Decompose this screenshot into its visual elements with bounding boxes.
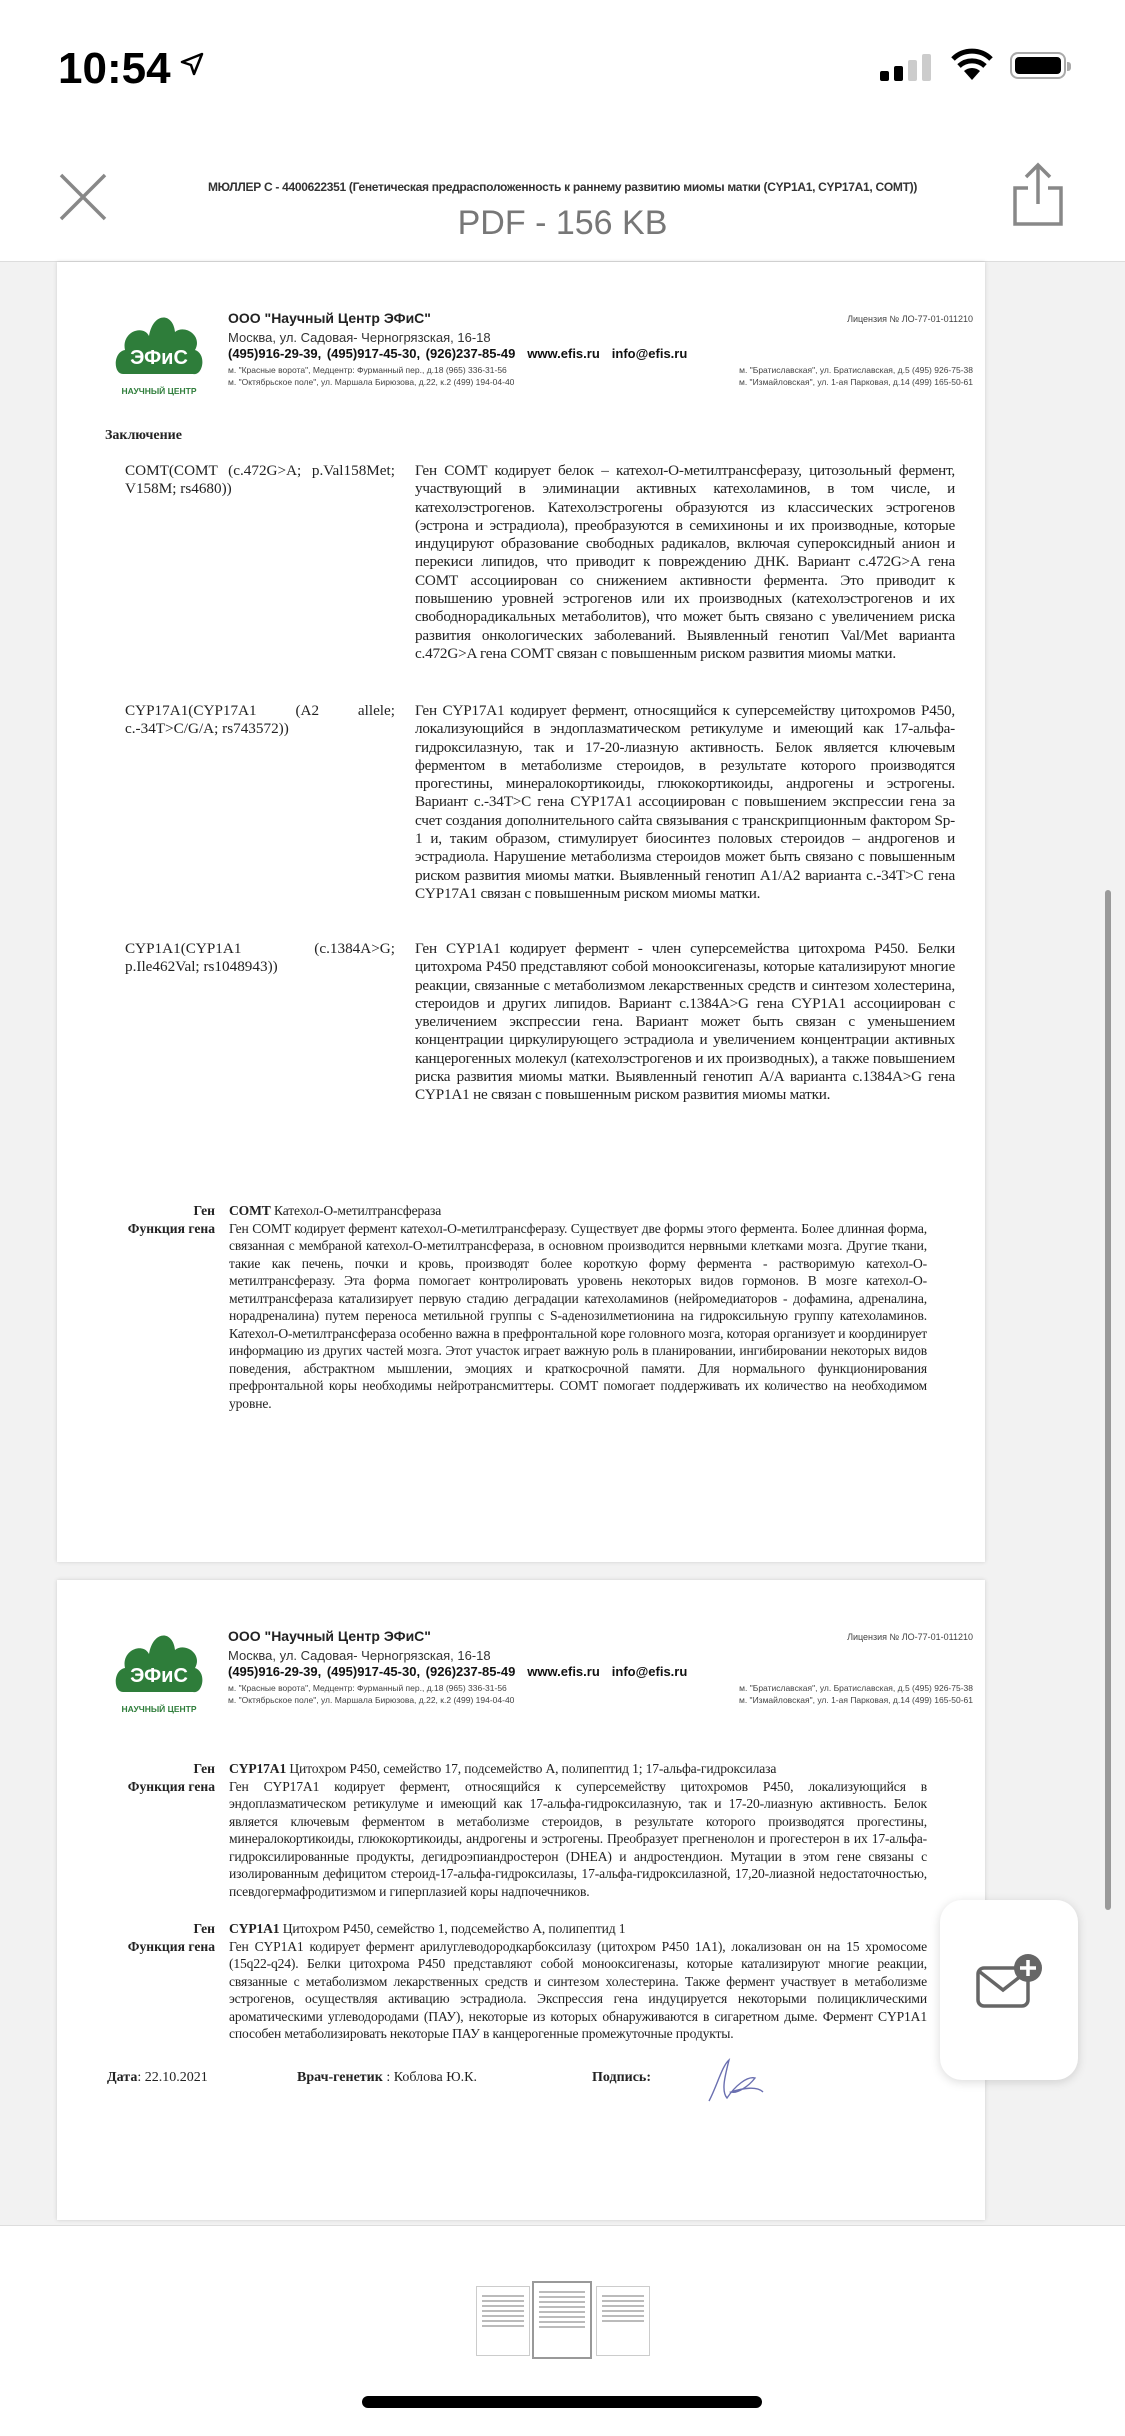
gene-block-comt: [97, 1202, 927, 1412]
function-label: Функция гена: [127, 1938, 215, 1954]
org-contacts: [228, 1664, 699, 1679]
doctor-label: Врач-генетик: [297, 2070, 383, 2085]
variant-name: CYP1A1(CYP1A1 (c.1384A>G; p.Ile462Val; rs1048943)): [125, 940, 395, 976]
battery-icon: [1010, 52, 1066, 79]
gene-symbol: CYP1A1: [229, 1921, 280, 1936]
org-address: Москва, ул. Садовая- Черногрязская, 16-18: [228, 330, 491, 345]
scrollbar[interactable]: [1105, 890, 1111, 1910]
status-bar: [0, 0, 1125, 140]
gene-name: Цитохром P450, семейство 17, подсемейство A, полипептид 1; 17-альфа-гидроксилаза: [289, 1761, 777, 1776]
gene-symbol: CYP17A1: [229, 1761, 287, 1776]
svg-text:НАУЧНЫЙ ЦЕНТР: НАУЧНЫЙ ЦЕНТР: [121, 1704, 197, 1714]
org-contacts: [228, 346, 699, 361]
org-name: ООО "Научный Центр ЭФиС": [228, 310, 431, 326]
org-phones: (495)916-29-39, (495)917-45-30, (926)237-85-49: [228, 1664, 516, 1679]
cellular-signal-icon: [880, 54, 931, 81]
letterhead: [113, 292, 973, 402]
page-thumbnail-current[interactable]: [532, 2281, 592, 2359]
org-address: Москва, ул. Садовая- Черногрязская, 16-18: [228, 1648, 491, 1663]
gene-block-cyp1a1: [97, 1920, 927, 2043]
status-time: 10:54: [58, 44, 171, 93]
variant-description: Ген COMT кодирует белок – катехол-О-метилтрансферазу, цитозольный фермент, участвующий в элиминации активных катехоламинов, в том числе, и катехолэстрогенов. Катехолэстрогены образуются из классических эстрогенов (эстрона и эстрадиола), преобразуются в семихиноны и их производные, которые индуцируют образование свободных радикалов, включая супероксидный анион и перекиси липидов, что приводит к повреждению ДНК. Вариант c.472G>A гена COMT ассоциирован со снижением активности фермента. Это приводит к повышению уровней эстрогенов или их производных (катехолэстрогенов и их свободнорадикальных метаболитов), что может быть связано с увеличением риска развития онкологических заболеваний. Выявленный генотип Val/Met варианта c.472G>A гена COMT связан с повышенным риском развития миомы матки.: [415, 462, 955, 662]
page-thumbnail[interactable]: [596, 2286, 650, 2356]
svg-text:НАУЧНЫЙ ЦЕНТР: НАУЧНЫЙ ЦЕНТР: [121, 386, 197, 396]
share-icon[interactable]: [1010, 162, 1066, 228]
org-site: www.efis.ru: [527, 346, 600, 361]
svg-text:ЭФиС: ЭФиС: [130, 1665, 188, 1687]
conclusion-row: [125, 462, 965, 663]
gene-name: Цитохром P450, семейство 1, подсемейство A, полипептид 1: [282, 1921, 626, 1936]
org-email: info@efis.ru: [611, 1664, 688, 1679]
org-email: info@efis.ru: [611, 346, 688, 361]
efis-logo: [113, 1620, 205, 1725]
gene-symbol: COMT: [229, 1203, 271, 1218]
letterhead: [113, 1610, 973, 1720]
function-label: Функция гена: [127, 1220, 215, 1236]
variant-name: CYP17A1(CYP17A1 (A2 allele; c.-34T>C/G/A; rs743572)): [125, 702, 395, 738]
conclusion-row: [125, 702, 965, 903]
efis-logo: [113, 302, 205, 407]
branch-address: м. "Красные ворота", Медцентр: Фурманный пер., д.18 (965) 336-31-56: [228, 365, 507, 375]
org-name: ООО "Научный Центр ЭФиС": [228, 1628, 431, 1644]
viewer-header: [0, 140, 1125, 262]
doctor-name: Коблова Ю.К.: [393, 2070, 477, 2085]
variant-description: Ген CYP1A1 кодирует фермент - член суперсемейства цитохрома P450. Белки цитохрома P450 представляют собой монооксигеназы, которые катализируют многие реакции, связанные с метаболизмом лекарственных средств и синтезом холестерина, стероидов и других липидов. Вариант c.1384A>G гена CYP1A1 ассоциирован с увеличением экспрессии гена. Вариант может быть связан с уменьшением концентрации циркулирующего эстрадиола и увеличением концентрации активных канцерогенных молекул (катехолэстрогенов и их производных), а также повышением риска развития миомы матки. Выявленный генотип A/A варианта c.1384A>G гена CYP1A1 не связан с повышенным риском развития миомы матки.: [415, 940, 955, 1104]
org-site: www.efis.ru: [527, 1664, 600, 1679]
branch-address: м. "Красные ворота", Медцентр: Фурманный пер., д.18 (965) 336-31-56: [228, 1683, 507, 1693]
signature-label: Подпись:: [592, 2070, 651, 2085]
markup-button[interactable]: [940, 1900, 1078, 2080]
home-indicator[interactable]: [362, 2396, 762, 2408]
svg-text:ЭФиС: ЭФиС: [130, 347, 188, 369]
branch-address: м. "Братиславская", ул. Братиславская, д.5 (495) 926-75-38: [739, 365, 973, 375]
document-title: МЮЛЛЕР С - 4400622351 (Генетическая предрасположенность к раннему развитию миомы матки (CYP1A1, CYP17A1, COMT)): [207, 180, 918, 194]
file-info: PDF - 156 KB: [457, 204, 668, 242]
variant-name: COMT(COMT (c.472G>A; p.Val158Met; V158M; rs4680)): [125, 462, 395, 498]
gene-block-cyp17a1: [97, 1760, 927, 1900]
gene-label: Ген: [193, 1921, 215, 1936]
pdf-page-1: [57, 262, 985, 1562]
date-value: 22.10.2021: [144, 2070, 208, 2085]
gene-function: Ген COMT кодирует фермент катехол-О-метилтрансферазу. Существует две формы этого фермента. Более длинная форма, связанная с мембраной катехол-О-метилтрансфераза, в основном производится нервными клетками мозга. Другие ткани, такие как печень, почки и кровь, производят более короткую форму фермента - растворимую катехол-О-метилтрансферазу. Эта форма помогает контролировать уровень некоторых видов гормонов. В мозге катехол-О-метилтрансфераза катализирует первую стадию деградации катехоламинов (нейромедиаторов - дофамина, адреналина, норадреналина) путем переноса метильной группы с S-аденозилметионина на гидроксильную группу катехоламинов. Катехол-О-метилтрансфераза особенно важна в префронтальной коре головного мозга, которая организует и координирует информацию из других частей мозга. Этот участок играет важную роль в планировании, ингибировании некоторых видов поведения, абстрактном мышлении, эмоциях и краткосрочной памяти. Для нормального функционирования префронтальной коры необходимы нейротрансмиттеры. COMT помогает поддерживать их количество на необходимом уровне.: [229, 1220, 927, 1411]
gene-function: Ген CYP17A1 кодирует фермент, относящийся к суперсемейству цитохромов P450, локализующийся в эндоплазматическом ретикулуме и имеющий как 17-альфа-гидроксилазную, так и 17-20-лиазную активность. Белок является ключевым ферментом в метаболизме стероидов, в результате которого производятся прогестины, минералокортикоиды, глюкокортикоиды, андрогены и эстрогены. Преобразует прегненолон и прогестерон в их 17-альфа-гидроксилированные продукты, дегидроэпиандростерон (DHEA) и андростендион. Мутации в этом гене связаны с изолированным дефицитом стероид-17-альфа-гидроксилазы, 17-альфа-гидроксилазной, 17,20-лиазной недостаточностью, псевдогермафродитизмом и гиперплазией коры надпочечников.: [229, 1778, 927, 1899]
license-number: Лицензия № ЛО-77-01-011210: [847, 314, 973, 324]
conclusion-row: [125, 940, 965, 1105]
conclusion-heading: Заключение: [105, 428, 182, 443]
gene-label: Ген: [193, 1203, 215, 1218]
handwritten-signature: [697, 2056, 767, 2106]
license-number: Лицензия № ЛО-77-01-011210: [847, 1632, 973, 1642]
branch-address: м. "Братиславская", ул. Братиславская, д.5 (495) 926-75-38: [739, 1683, 973, 1693]
page-thumbnail[interactable]: [476, 2286, 530, 2356]
gene-label: Ген: [193, 1761, 215, 1776]
branch-address: м. "Октябрьское поле", ул. Маршала Бирюзова, д.22, к.2 (499) 194-04-40: [228, 377, 515, 387]
wifi-icon: [950, 46, 994, 82]
branch-address: м. "Октябрьское поле", ул. Маршала Бирюзова, д.22, к.2 (499) 194-04-40: [228, 1695, 515, 1705]
gene-name: Катехол-О-метилтрансфераза: [273, 1203, 442, 1218]
function-label: Функция гена: [127, 1778, 215, 1794]
date-label: Дата: [107, 2070, 138, 2085]
envelope-add-icon: [974, 1952, 1044, 2012]
org-phones: (495)916-29-39, (495)917-45-30, (926)237-85-49: [228, 346, 516, 361]
pdf-page-2: ЭФиС НАУЧНЫЙ ЦЕНТР ООО "Научный Центр ЭФиС" Москва, ул. Садовая- Черногрязская, 16-18 (495)916-29-39, (495)917-45-30, (926)237-85-49 www.efis.ru info@efis.ru м. "Красные ворота", Медцентр: Фурманный пер., д.18 (965) 336-31-56 м. "Октябрьское поле", ул. Маршала Бирюзова, д.22, к.2 (499) 194-04-40 м. "Братиславская", ул. Братиславская, д.5 (495) 926-75-38 м. "Измайловская", ул. 1-ая Парковая, д.14 (499) 165-50-61 Лицензия № ЛО-77-01-011210 Ген CYP17A1 Цитохром P450, семейство 17, подсемейство A, полипептид 1; 17-альфа-гидроксилаза Функция гена Ген CYP17A1 кодирует фермент, относящийся к суперсемейству цитохромов P450, локализующийся в эндоплазматическом ретикулуме и имеющий как 17-альфа-гидроксилазную, так и 17-20-лиазную активность. Белок является ключевым ферментом в метаболизме стероидов, в результате которого производятся прогестины, минералокортикоиды, глюкокортикоиды, андрогены и эстрогены. Преобразует прегненолон и прогестерон в их 17-альфа-гидроксилированные продукты, дегидроэпиандростерон (DHEA) и андростендион. Мутации в этом гене связаны с изолированным дефицитом стероид-17-альфа-гидроксилазы, 17-альфа-гидроксилазной, 17,20-лиазной недостаточностью, псевдогермафродитизмом и гиперплазией коры надпочечников. Ген CYP1A1 Цитохром P450, семейство 1, подсемейство A, полипептид 1 Функция гена Ген CYP1A1 кодирует фермент арилуглеводородкарбоксилазу (цитохром P450 1A1), локализован он на 15 хромосоме (15q22-q24). Белки цитохрома P450 представляют собой монооксигеназы, которые катализируют многие реакции, связанные с метаболизмом лекарственных средств и синтезом холестерина. Также фермент участвует в метаболизме эстрогенов, осуществляя активацию эстрадиола. Экспрессия гена индуцируется некоторыми полициклическими ароматическими углеводородами (ПАУ), некоторые из которых обнаруживаются в сигаретном дыме. Фермент CYP1A1 способен метаболизировать некоторые ПАУ в канцерогенные промежуточные продукты. Дата: 22.10.2021 Врач-генетик : Коблова Ю.К. Подпись:: [57, 1580, 985, 2220]
branch-address: м. "Измайловская", ул. 1-ая Парковая, д.14 (499) 165-50-61: [738, 1695, 973, 1705]
gene-function: Ген CYP1A1 кодирует фермент арилуглеводородкарбоксилазу (цитохром P450 1A1), локализован он на 15 хромосоме (15q22-q24). Белки цитохрома P450 представляют собой монооксигеназы, которые катализируют многие реакции, связанные с метаболизмом лекарственных средств и синтезом холестерина. Также фермент участвует в метаболизме эстрогенов, осуществляя активацию эстрадиола. Экспрессия гена индуцируется некоторыми полициклическими ароматическими углеводородами (ПАУ), некоторые из которых обнаруживаются в сигаретном дыме. Фермент CYP1A1 способен метаболизировать некоторые ПАУ в канцерогенные промежуточные продукты.: [229, 1938, 927, 2041]
location-arrow-icon: [180, 52, 204, 76]
branch-address: м. "Измайловская", ул. 1-ая Парковая, д.14 (499) 165-50-61: [738, 377, 973, 387]
variant-description: Ген CYP17A1 кодирует фермент, относящийся к суперсемейству цитохромов P450, локализующийся в эндоплазматическом ретикулуме и имеющий как 17-альфа-гидроксилазную, так и 17-20-лиазную активность. Белок является ключевым ферментом в метаболизме стероидов, в результате которого производятся прогестины, минералокортикоиды, глюкокортикоиды, андрогены и эстрогены. Вариант c.-34T>C гена CYP17A1 ассоциирован с повышением экспрессии гена за счет создания дополнительного сайта связывания с транскрипционным фактором Sp-1 и, таким образом, стимулирует биосинтез половых стероидов – андрогенов и эстрадиола. Нарушение метаболизма стероидов может быть связано с повышенным риском развития миомы матки. Выявленный генотип A1/A2 варианта c.-34T>C гена CYP17A1 связан с повышенным риском миомы матки.: [415, 702, 955, 902]
